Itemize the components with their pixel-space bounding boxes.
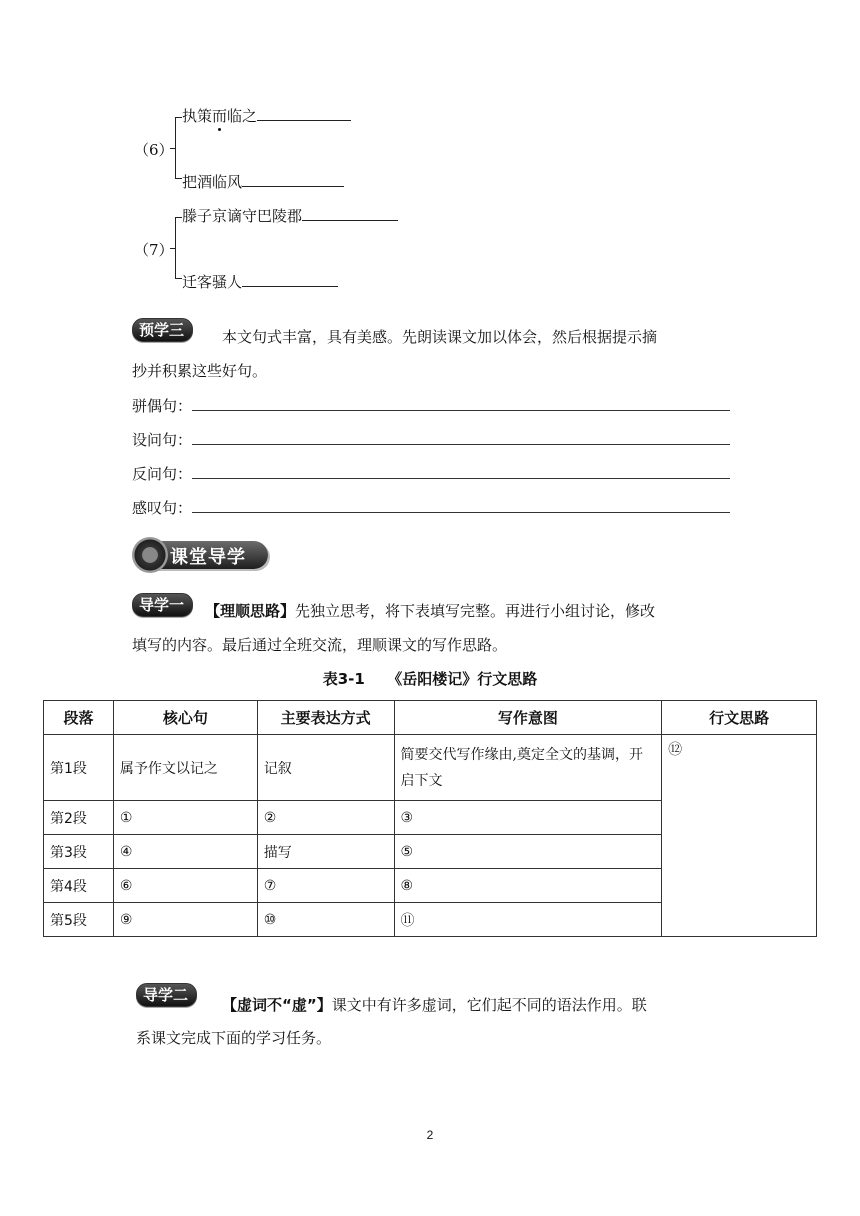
item-7-top-blank[interactable]	[302, 206, 398, 221]
row-3-mode: 描写	[257, 835, 394, 869]
preview-3-line-2: 抄并积累这些好句。	[132, 362, 268, 380]
row-3-core[interactable]: ④	[113, 835, 257, 869]
header-paragraph: 段落	[44, 701, 114, 735]
header-expression-mode: 主要表达方式	[257, 701, 394, 735]
guide-1-badge	[132, 593, 193, 617]
section-banner	[132, 537, 268, 573]
guide-2-line-2: 系课文完成下面的学习任务。	[136, 1029, 332, 1047]
row-3-intent[interactable]: ⑤	[394, 835, 662, 869]
header-writing-thought: 行文思路	[662, 701, 817, 735]
row-1-paragraph: 第1段	[44, 735, 114, 801]
row-5-core[interactable]: ⑨	[113, 903, 257, 937]
prompt-exclamation-label: 感叹句：	[132, 499, 193, 517]
gear-icon	[132, 537, 168, 573]
prompt-rhetorical-q-blank[interactable]	[192, 444, 730, 445]
row-4-mode[interactable]: ⑦	[257, 869, 394, 903]
guide-2-badge-text: 导学二	[143, 986, 189, 1004]
item-6-top-blank[interactable]	[257, 106, 351, 121]
guide-2-heading: 【虚词不“虚”】	[222, 996, 332, 1014]
guide-1-line-1-rest: 先独立思考，将下表填写完整。再进行小组讨论，修改	[295, 602, 656, 620]
prompt-parallel-blank[interactable]	[192, 410, 730, 411]
row-1-intent: 简要交代写作缘由,奠定全文的基调，开启下文	[394, 735, 662, 801]
prompt-counter-q-label: 反问句：	[132, 465, 193, 483]
row-5-intent[interactable]: ⑪	[394, 903, 662, 937]
prompt-exclamation-blank[interactable]	[192, 512, 730, 513]
preview-3-badge	[132, 318, 193, 342]
prompt-exclamation	[132, 498, 192, 518]
thought-cell[interactable]: ⑫	[662, 735, 817, 937]
item-6-bottom-line	[182, 172, 344, 192]
item-7-top-text: 滕子京谪守巴陵郡	[182, 207, 303, 225]
table-caption: 表3-1 《岳阳楼记》行文思路	[322, 670, 538, 688]
item-6-number: （6）	[134, 141, 174, 159]
guide-1-line-2: 填写的内容。最后通过全班交流，理顺课文的写作思路。	[132, 636, 508, 654]
row-1-mode: 记叙	[257, 735, 394, 801]
page-number: 2	[426, 1128, 434, 1142]
prompt-parallel	[132, 396, 192, 416]
thought-table	[43, 700, 817, 937]
row-4-core[interactable]: ⑥	[113, 869, 257, 903]
prompt-rhetorical-q-label: 设问句：	[132, 431, 193, 449]
guide-1-badge-text: 导学一	[139, 596, 185, 614]
prompt-parallel-label: 骈偶句：	[132, 397, 193, 415]
item-7-bracket	[175, 217, 176, 279]
header-core-sentence: 核心句	[113, 701, 257, 735]
item-7-bottom-line	[182, 272, 338, 292]
table-header-row	[44, 701, 817, 735]
guide-2-badge	[136, 983, 197, 1007]
item-6-bracket	[175, 117, 176, 179]
prompt-counter-q	[132, 464, 192, 484]
guide-2-line-1-rest: 课文中有许多虚词，它们起不同的语法作用。联	[331, 996, 647, 1014]
row-2-core[interactable]: ①	[113, 801, 257, 835]
item-7-top-line	[182, 206, 398, 226]
prompt-counter-q-blank[interactable]	[192, 478, 730, 479]
item-6-bottom-blank[interactable]	[242, 172, 344, 187]
preview-3-line-1: 本文句式丰富，具有美感。先朗读课文加以体会，然后根据提示摘	[222, 328, 658, 346]
item-6-top-line	[182, 106, 351, 126]
guide-2-line-1	[222, 995, 647, 1015]
row-2-paragraph: 第2段	[44, 801, 114, 835]
item-6-top-text: 执策而临之	[182, 107, 258, 125]
row-3-paragraph: 第3段	[44, 835, 114, 869]
guide-1-heading: 【理顺思路】	[205, 602, 296, 620]
row-1-core: 属予作文以记之	[113, 735, 257, 801]
section-title: 课堂导学	[170, 547, 246, 568]
header-writing-intent: 写作意图	[394, 701, 662, 735]
row-5-mode[interactable]: ⑩	[257, 903, 394, 937]
item-7-number: （7）	[134, 241, 174, 259]
prompt-rhetorical-q	[132, 430, 192, 450]
guide-1-line-1	[205, 601, 655, 621]
row-5-paragraph: 第5段	[44, 903, 114, 937]
preview-3-badge-text: 预学三	[139, 321, 185, 339]
row-4-intent[interactable]: ⑧	[394, 869, 662, 903]
row-2-mode[interactable]: ②	[257, 801, 394, 835]
item-6-bottom-text: 把酒临风	[182, 173, 243, 191]
item-7-bottom-text: 迁客骚人	[182, 273, 243, 291]
item-7-bottom-blank[interactable]	[242, 272, 338, 287]
row-2-intent[interactable]: ③	[394, 801, 662, 835]
row-4-paragraph: 第4段	[44, 869, 114, 903]
table-row	[44, 735, 817, 801]
